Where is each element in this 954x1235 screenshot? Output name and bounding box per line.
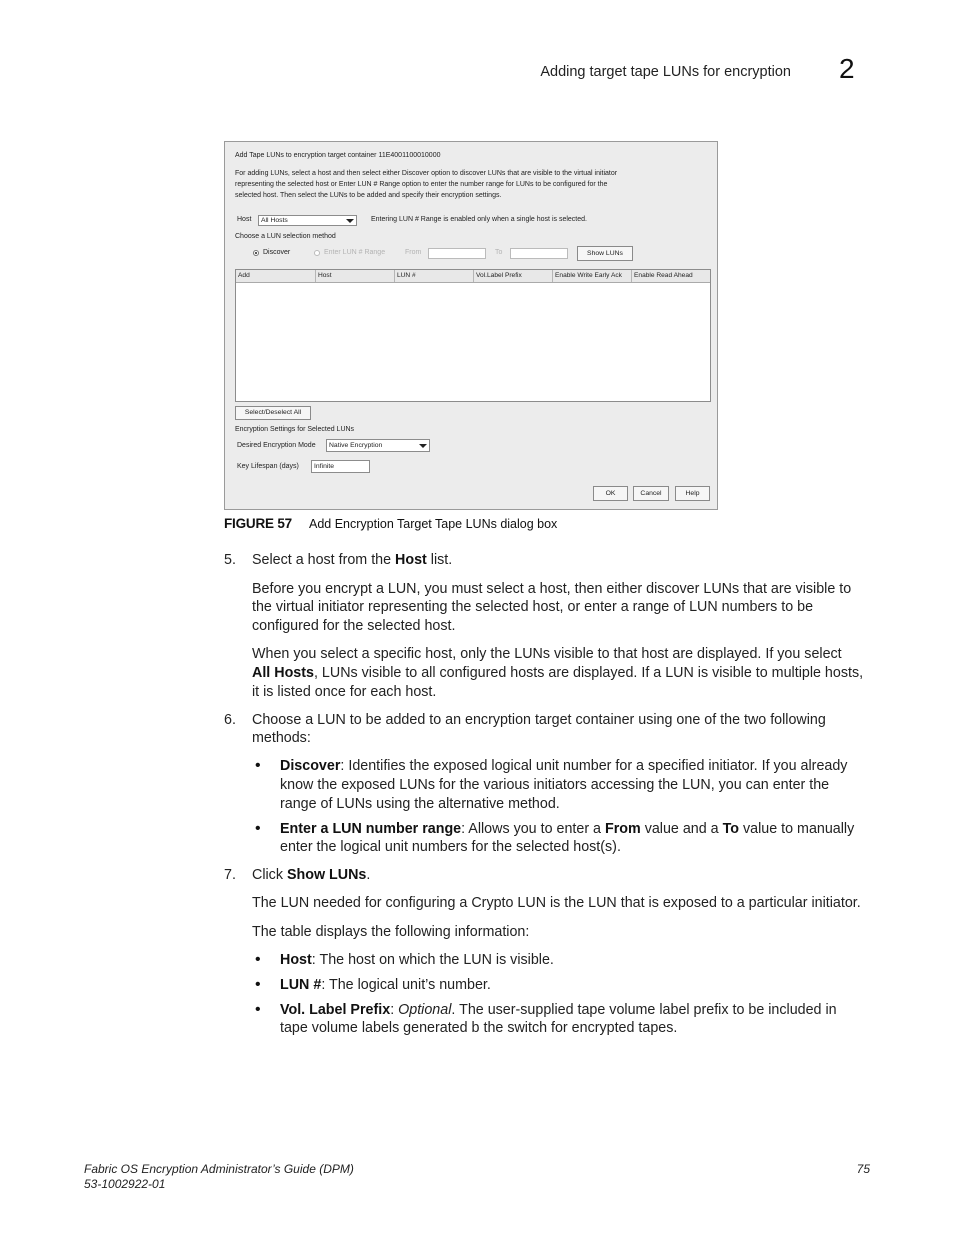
chapter-number: 2 [839,53,855,84]
column-header-add[interactable]: Add [236,270,316,282]
enter-range-radio[interactable] [314,250,320,256]
step-6-line-2: methods: [252,730,311,746]
step-7-text-a: Click [252,867,287,883]
running-header-title: Adding target tape LUNs for encryption [540,64,791,80]
host-term: Host [280,952,312,968]
bullet-discover-text: : Identifies the exposed logical unit number for a specified initiator. If you already [340,758,848,774]
column-header-write-early-ack[interactable]: Enable Write Early Ack [553,270,632,282]
cancel-button[interactable]: Cancel [633,486,669,501]
from-label: From [405,249,422,256]
para-3: The LUN needed for configuring a Crypto LUN is the LUN that is exposed to a particular initiator. [252,895,861,911]
choose-method-label: Choose a LUN selection method [235,233,336,240]
figure-caption: Add Encryption Target Tape LUNs dialog box [309,517,558,531]
show-luns-button[interactable]: Show LUNs [577,246,633,261]
show-luns-term: Show LUNs [286,867,367,883]
add-tape-luns-dialog [224,141,718,510]
para-2-line-3: it is listed once for each host. [252,684,437,700]
bullet-range-line-2: enter the logical unit numbers for the selected host(s). [280,839,621,855]
dialog-title: Add Tape LUNs to encryption target container 11E4001100010000 [235,152,441,159]
step-7-number: 7. [224,867,236,883]
bullet-icon: • [255,951,261,968]
bullet-vol-label-text: . The user-supplied tape volume label prefix to be included in [451,1002,837,1018]
bullet-discover-line-2: know the exposed LUNs for the various initiators accessing the LUN, you can enter the [280,777,830,793]
discover-radio[interactable] [253,250,259,256]
encryption-settings-label: Encryption Settings for Selected LUNs [235,426,355,433]
select-deselect-all-button[interactable]: Select/Deselect All [235,406,311,420]
step-5-text-c: list. [426,552,453,568]
para-1-line-3: configured for the selected host. [252,618,456,634]
bullet-range-text-f: value to manually [739,821,855,837]
bullet-lun-text: : The logical unit’s number. [321,977,491,993]
bullet-vol-label-line-2: tape volume labels generated b the switch for encrypted tapes. [280,1020,678,1036]
key-lifespan-input[interactable]: Infinite [311,460,370,473]
footer-doc-number: 53-1002922-01 [84,1177,166,1191]
figure-label: FIGURE 57 [224,516,292,531]
para-1-line-1: Before you encrypt a LUN, you must select a host, then either discover LUNs that are visible to [252,581,852,597]
bullet-lun [280,976,491,995]
bullet-icon: • [255,757,261,774]
dialog-instructions-line1: For adding LUNs, select a host and then select either Discover option to discover LUNs that are visible to the virtual initiator [235,170,618,177]
para-2-line-2-rest: , LUNs visible to all configured hosts are displayed. If a LUN is visible to multiple hosts, [313,665,864,681]
bullet-icon: • [255,976,261,993]
ok-button[interactable]: OK [593,486,628,501]
discover-radio-label: Discover [263,249,291,256]
to-label: To [495,249,503,256]
host-label: Host [237,216,252,223]
para-2-line-1: When you select a specific host, only the LUNs visible to that host are displayed. If you select [252,646,842,662]
luns-table [235,269,711,402]
host-select-value: All Hosts [261,217,288,224]
to-input[interactable] [510,248,568,259]
bullet-discover-line-3: range of LUNs using the alternative method. [280,796,560,812]
step-6-number: 6. [224,712,236,728]
step-5-text-a: Select a host from the [252,552,396,568]
optional-term: Optional [398,1002,452,1018]
from-input[interactable] [428,248,486,259]
step-5-host-term: Host [395,552,427,568]
para-1-line-2: the virtual initiator representing the selected host, or enter a range of LUN numbers to be [252,599,814,615]
column-header-host[interactable]: Host [316,270,395,282]
vol-label-prefix-term: Vol. Label Prefix [280,1002,391,1018]
step-7-text [252,866,370,885]
bullet-range-text-b: : Allows you to enter a [461,821,605,837]
host-note: Entering LUN # Range is enabled only when a single host is selected. [371,216,587,223]
encryption-mode-select[interactable] [326,439,430,452]
step-5-number: 5. [224,552,236,568]
chevron-down-icon [346,219,354,223]
step-7-text-c: . [366,867,371,883]
footer-doc-title: Fabric OS Encryption Administrator’s Guide (DPM) [84,1162,354,1176]
bullet-vol-label-sep: : [390,1002,399,1018]
step-6-line-1: Choose a LUN to be added to an encryption target container using one of the two following [252,712,826,728]
bullet-range-line-1 [280,820,854,839]
bullet-vol-label-line-1 [280,1001,837,1020]
column-header-vol-label-prefix[interactable]: Vol.Label Prefix [474,270,553,282]
chevron-down-icon [419,444,427,448]
para-2-line-2 [252,664,863,683]
luns-table-header [236,270,710,283]
dialog-instructions-line3: selected host. Then select the LUNs to be added and specify their encryption settings. [235,192,502,199]
to-term: To [722,821,740,837]
column-header-lun[interactable]: LUN # [395,270,474,282]
bullet-discover-line-1 [280,757,847,776]
encryption-mode-value: Native Encryption [329,442,383,449]
column-header-read-ahead[interactable]: Enable Read Ahead [634,272,693,279]
footer-page-number: 75 [856,1162,870,1176]
key-lifespan-label: Key Lifespan (days) [237,463,299,470]
all-hosts-term: All Hosts [252,665,314,681]
help-button[interactable]: Help [675,486,710,501]
from-term: From [604,821,641,837]
enter-range-radio-label: Enter LUN # Range [324,249,386,256]
bullet-host-text: : The host on which the LUN is visible. [311,952,554,968]
host-select[interactable] [258,215,357,226]
encryption-mode-label: Desired Encryption Mode [237,442,316,449]
enter-range-term: Enter a LUN number range [280,821,462,837]
bullet-range-text-d: value and a [640,821,723,837]
bullet-icon: • [255,820,261,837]
bullet-host [280,951,554,970]
lun-term: LUN # [280,977,322,993]
dialog-instructions-line2: representing the selected host or Enter LUN # Range option to enter the number range for LUNs to be configured for the [235,181,608,188]
step-5-text [252,551,452,570]
bullet-icon: • [255,1001,261,1018]
discover-term: Discover [280,758,341,774]
para-4: The table displays the following information: [252,924,530,940]
